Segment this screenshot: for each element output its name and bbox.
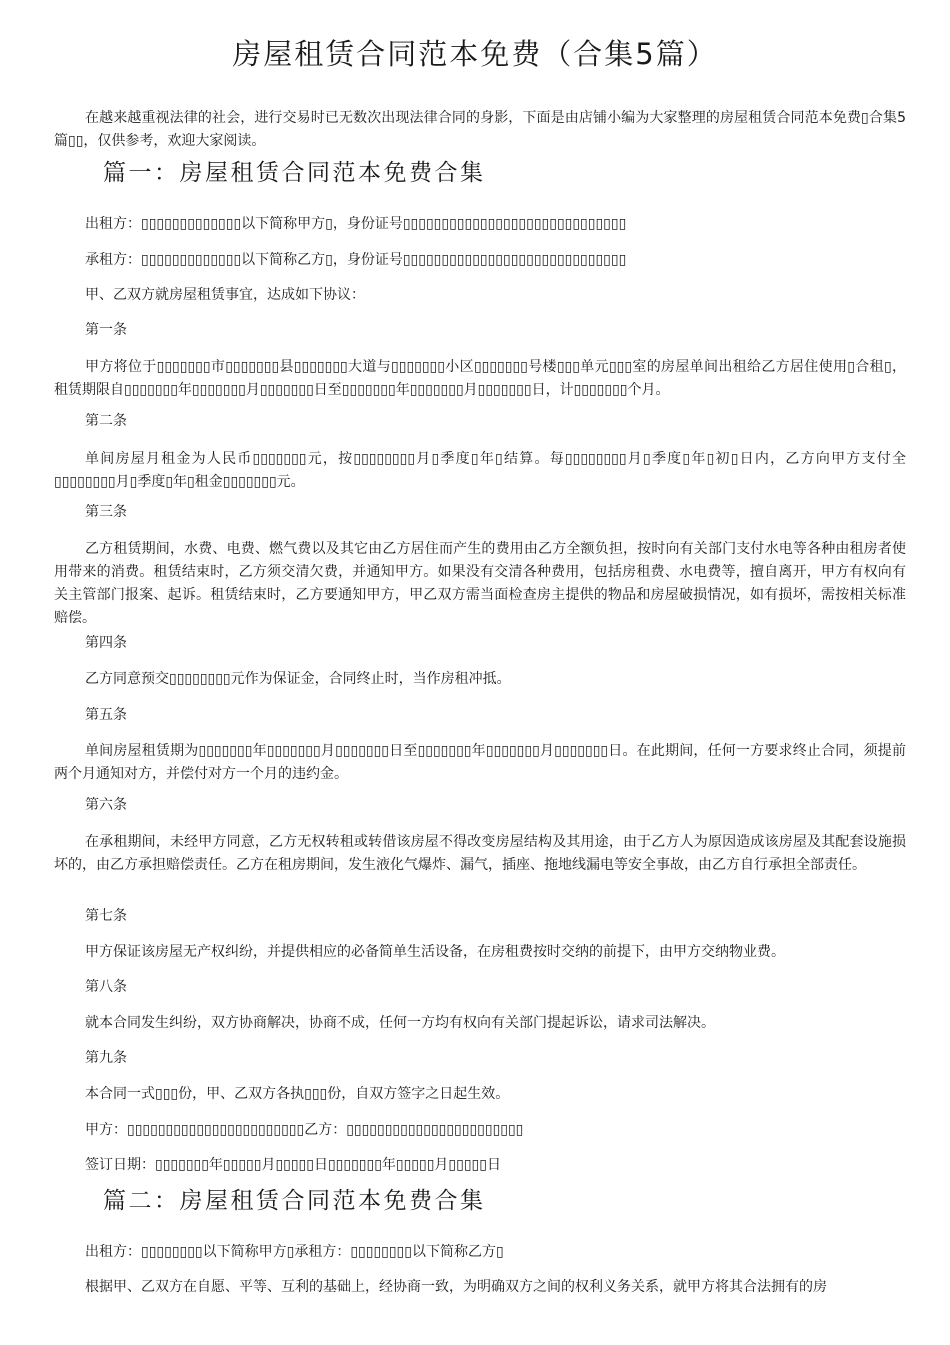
article-6-text: 在承租期间，未经甲方同意，乙方无权转租或转借该房屋不得改变房屋结构及其用途，由于乙方人为原因造成该房屋及其配套设施损坏的，由乙方承担赔偿责任。乙方在租房期间，发生液化气爆炸、漏气，插座、拖地线漏电等安全事故，由乙方自行承担全部责任。 (54, 834, 906, 873)
agreement-line: 甲、乙双方就房屋租赁事宜，达成如下协议： (85, 287, 365, 303)
document-title: 房屋租赁合同范本免费（合集5篇） (232, 37, 718, 71)
article-4-text: 乙方同意预交▯▯▯▯▯▯▯▯元作为保证金，合同终止时，当作房租冲抵。 (85, 671, 511, 687)
article-5-text: 单间房屋租赁期为▯▯▯▯▯▯▯年▯▯▯▯▯▯▯月▯▯▯▯▯▯▯日至▯▯▯▯▯▯▯年▯▯▯▯▯▯▯月▯▯▯▯▯▯▯日。在此期间，任何一方要求终止合同，须提前两个月通知对方，并偿付对方一个月的违约金。 (54, 743, 906, 782)
article-9-text: 本合同一式▯▯▯份，甲、乙双方各执▯▯▯份，自双方签字之日起生效。 (85, 1086, 510, 1102)
signature-parties-line: 甲方：▯▯▯▯▯▯▯▯▯▯▯▯▯▯▯▯▯▯▯▯▯▯▯乙方：▯▯▯▯▯▯▯▯▯▯▯▯▯▯▯▯▯▯▯▯▯▯▯ (85, 1122, 524, 1138)
section1-heading: 篇一：房屋租赁合同范本免费合集 (103, 160, 486, 186)
article-7-title: 第七条 (85, 908, 127, 924)
article-7-text: 甲方保证该房屋无产权纠纷，并提供相应的必备简单生活设备，在房租费按时交纳的前提下，由甲方交纳物业费。 (85, 944, 785, 960)
article-8-title: 第八条 (85, 979, 127, 995)
lessor-line: 出租方：▯▯▯▯▯▯▯▯▯▯▯▯▯以下简称甲方▯，身份证号▯▯▯▯▯▯▯▯▯▯▯▯▯▯▯▯▯▯▯▯▯▯▯▯▯▯▯▯▯ (85, 216, 627, 232)
article-1-title: 第一条 (85, 322, 127, 338)
article-6-title: 第六条 (85, 797, 127, 813)
intro-paragraph: 在越来越重视法律的社会，进行交易时已无数次出现法律合同的身影，下面是由店铺小编为大家整理的房屋租赁合同范本免费▯合集5篇▯▯，仅供参考，欢迎大家阅读。 (54, 110, 906, 149)
sign-date-line: 签订日期：▯▯▯▯▯▯▯年▯▯▯▯▯月▯▯▯▯▯日▯▯▯▯▯▯▯年▯▯▯▯▯月▯▯▯▯▯日 (85, 1157, 501, 1173)
lessee-line: 承租方：▯▯▯▯▯▯▯▯▯▯▯▯▯以下简称乙方▯，身份证号▯▯▯▯▯▯▯▯▯▯▯▯▯▯▯▯▯▯▯▯▯▯▯▯▯▯▯▯▯ (85, 252, 627, 268)
section2-parties-line: 出租方：▯▯▯▯▯▯▯▯以下简称甲方▯承租方：▯▯▯▯▯▯▯▯以下简称乙方▯ (85, 1244, 504, 1260)
article-2-title: 第二条 (85, 413, 127, 429)
article-5-title: 第五条 (85, 707, 127, 723)
article-2-text: 单间房屋月租金为人民币▯▯▯▯▯▯▯元，按▯▯▯▯▯▯▯▯月▯季度▯年▯结算。每▯▯▯▯▯▯▯▯月▯季度▯年▯初▯日内，乙方向甲方支付全▯▯▯▯▯▯▯▯月▯季度▯年▯租金▯▯▯▯▯▯▯元。 (54, 451, 906, 490)
article-3-title: 第三条 (85, 504, 127, 520)
article-9-title: 第九条 (85, 1050, 127, 1066)
article-8-text: 就本合同发生纠纷，双方协商解决，协商不成，任何一方均有权向有关部门提起诉讼，请求司法解决。 (85, 1015, 715, 1031)
section2-text-line: 根据甲、乙双方在自愿、平等、互利的基础上，经协商一致，为明确双方之间的权利义务关系，就甲方将其合法拥有的房 (85, 1279, 827, 1295)
article-3-text: 乙方租赁期间，水费、电费、燃气费以及其它由乙方居住而产生的费用由乙方全额负担，按时向有关部门支付水电等各种由租房者使用带来的消费。租赁结束时，乙方须交清欠费，并通知甲方。如果没有交清各种费用，包括房租费、水电费等，擅自离开，甲方有权向有关主管部门报案、起诉。租赁结束时，乙方要通知甲方，甲乙双方需当面检查房主提供的物品和房屋破损情况，如有损坏，需按相关标准赔偿。 (54, 541, 906, 626)
article-4-title: 第四条 (85, 635, 127, 651)
article-1-text: 甲方将位于▯▯▯▯▯▯▯市▯▯▯▯▯▯▯县▯▯▯▯▯▯▯大道与▯▯▯▯▯▯▯小区▯▯▯▯▯▯▯号楼▯▯▯单元▯▯▯室的房屋单间出租给乙方居住使用▯合租▯，租赁期限自▯▯▯▯▯▯▯年▯▯▯▯▯▯▯月▯▯▯▯▯▯▯日至▯▯▯▯▯▯▯年▯▯▯▯▯▯▯月▯▯▯▯▯▯▯日，计▯▯▯▯▯▯▯个月。 (54, 359, 906, 398)
section2-heading: 篇二：房屋租赁合同范本免费合集 (103, 1188, 486, 1214)
